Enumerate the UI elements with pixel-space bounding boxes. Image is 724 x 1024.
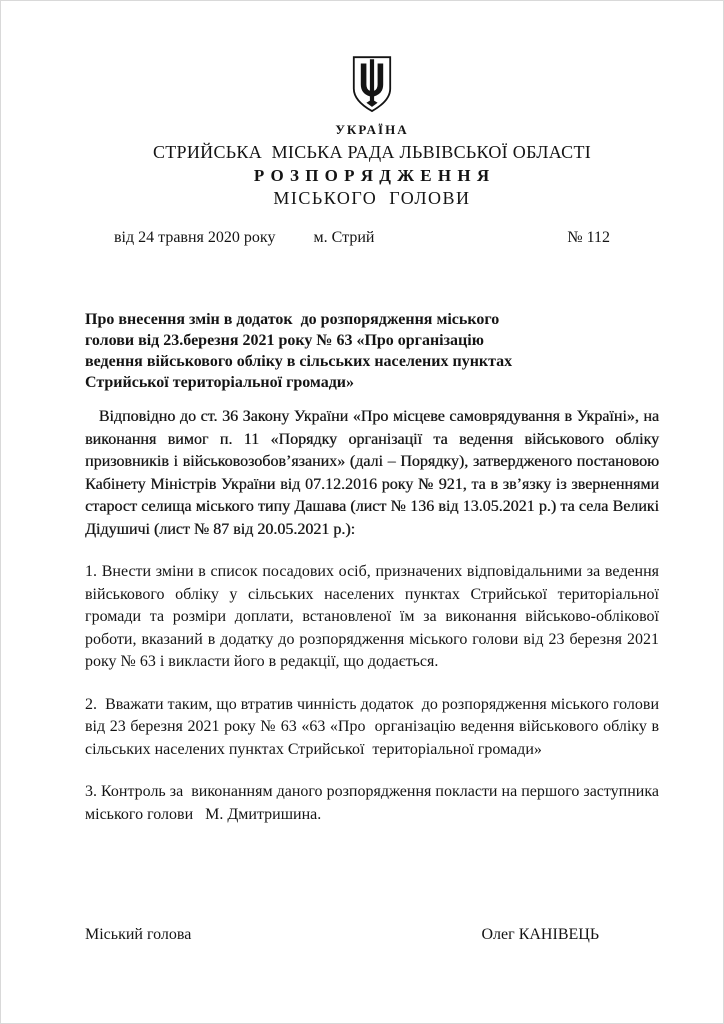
document-meta-row — [85, 229, 659, 247]
document-place: м. Стрий — [313, 229, 375, 246]
preamble-paragraph: Відповідно до ст. 36 Закону України «Про місцеве самоврядування в Україні», на виконання вимог п. 11 «Порядку організації та ведення військового обліку призовників і військовозобов’язаних» (далі – Порядку), затвердженого постановою Кабінету Міністрів України від 07.12.2016 року № 921, та в зв’язку із зверненнями старост селища міського типу Дашава (лист № 136 від 13.05.2021 р.) та села Великі Дідушичі (лист № 87 від 20.05.2021 р.): — [85, 408, 663, 538]
document-number: № 112 — [567, 229, 610, 246]
signatory-name: Олег КАНІВЕЦЬ — [481, 926, 599, 943]
issuer-title: МІСЬКОГО ГОЛОВИ — [273, 188, 471, 208]
subject-line: ведення військового обліку в сільських населених пунктах — [85, 353, 513, 370]
country-name: УКРАЇНА — [335, 122, 409, 137]
order-item-1: 1. Внести зміни в список посадових осіб, призначених відповідальними за ведення військового обліку у сільських населених пунктах Стрийської територіальної громади та розміри доплати, встановленої їм за виконання військово-облікової роботи, вказаний в додатку до розпорядження міського голови від 23 березня 2021 року № 63 і викласти його в редакції, що додається. — [85, 563, 663, 670]
coat-of-arms — [85, 55, 659, 138]
document-type-title: Р О З П О Р Я Д Ж Е Н Н Я — [253, 166, 491, 185]
signatory-position: Міський голова — [85, 926, 192, 943]
signature-row — [85, 926, 659, 944]
subject-block — [85, 309, 659, 393]
subject-line: Стрийської територіальної громади» — [85, 374, 355, 391]
order-item-2: 2. Вважати таким, що втратив чинність додаток до розпорядження міського голови від 23 березня 2021 року № 63 «63 «Про організацію ведення військового обліку в сільських населених пунктах Стрийської територіальної громади» — [85, 695, 663, 758]
tryzub-icon — [351, 55, 393, 114]
subject-line: Про внесення змін в додаток до розпорядження міського — [85, 311, 500, 328]
order-item-3: 3. Контроль за виконанням даного розпорядження покласти на першого заступника міського голови М. Дмитришина. — [85, 783, 663, 823]
subject-line: голови від 23.березня 2021 року № 63 «Про організацію — [85, 332, 484, 349]
council-name: СТРИЙСЬКА МІСЬКА РАДА ЛЬВІВСЬКОЇ ОБЛАСТІ — [152, 142, 592, 162]
document-date: від 24 травня 2020 року — [114, 229, 276, 246]
